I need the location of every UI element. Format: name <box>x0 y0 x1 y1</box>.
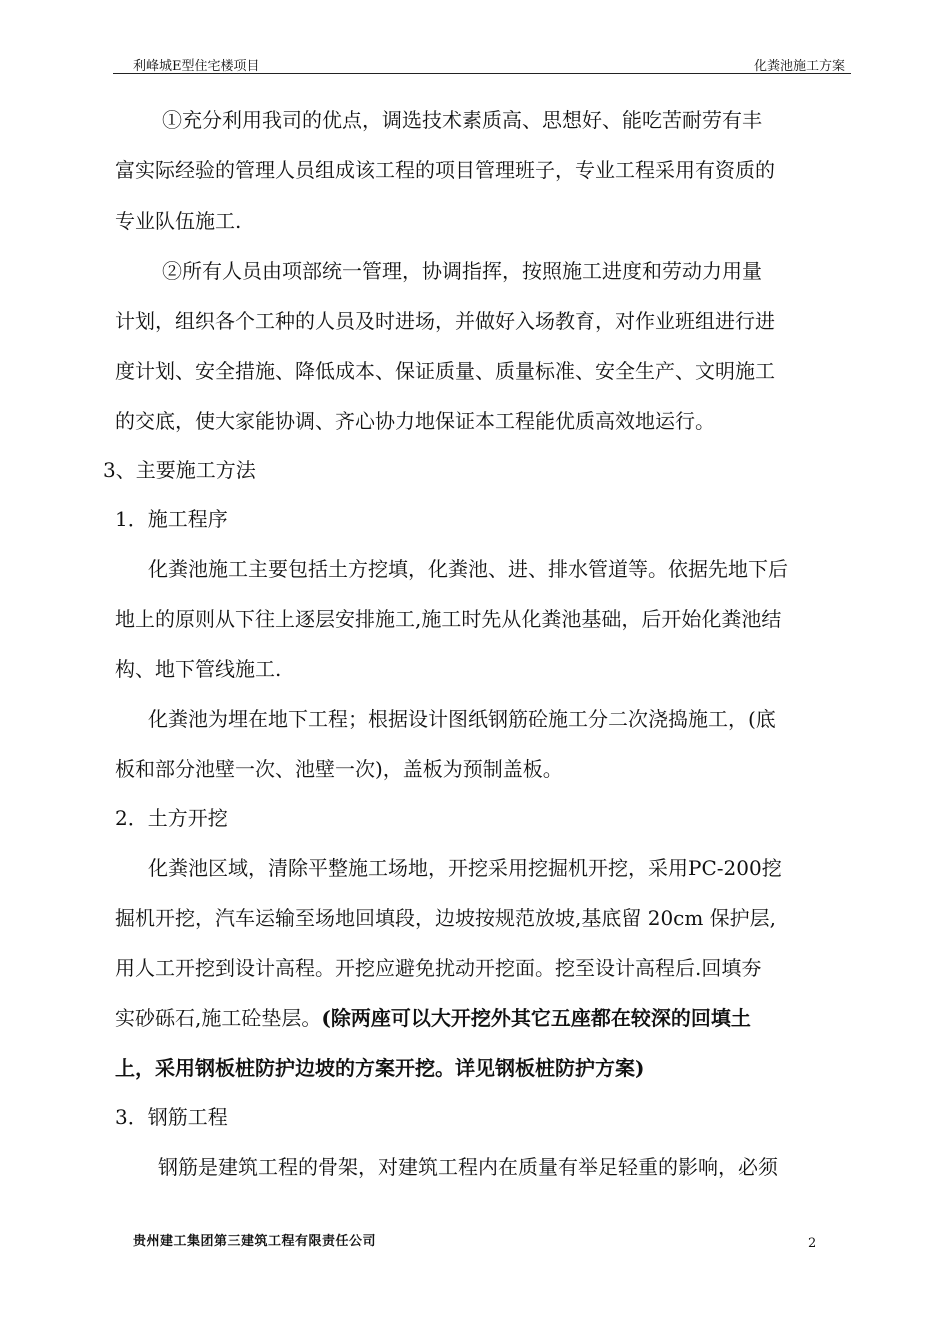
paragraph-line: 钢筋是建筑工程的骨架，对建筑工程内在质量有举足轻重的影响，必须 <box>158 1155 778 1179</box>
bold-note-line: 上，采用钢板桩防护边坡的方案开挖。详见钢板桩防护方案) <box>115 1056 645 1080</box>
subsection-heading: 3．钢筋工程 <box>115 1105 228 1129</box>
bold-note: (除两座可以大开挖外其它五座都在较深的回填土 <box>321 1006 751 1030</box>
header-project-name: 利峰城E型住宅楼项目 <box>133 59 260 74</box>
paragraph-line <box>115 1006 751 1030</box>
paragraph-line: 掘机开挖，汽车运输至场地回填段，边坡按规范放坡,基底留 20cm 保护层, <box>115 906 777 930</box>
paragraph-text: 实砂砾石,施工砼垫层。 <box>115 1006 322 1030</box>
paragraph-line: 化粪池施工主要包括土方挖填，化粪池、进、排水管道等。依据先地下后 <box>148 557 788 581</box>
paragraph-line: ①充分利用我司的优点，调选技术素质高、思想好、能吃苦耐劳有丰 <box>162 108 762 132</box>
subsection-heading: 2．土方开挖 <box>115 806 228 830</box>
paragraph-line: 专业队伍施工. <box>115 209 242 233</box>
section-heading: 3、主要施工方法 <box>103 458 256 482</box>
paragraph-line: 板和部分池壁一次、池壁一次)，盖板为预制盖板。 <box>115 757 563 781</box>
paragraph-line: 化粪池区域，清除平整施工场地，开挖采用挖掘机开挖，采用PC-200挖 <box>148 856 782 880</box>
paragraph-line: 计划，组织各个工种的人员及时进场，并做好入场教育，对作业班组进行进 <box>115 309 775 333</box>
page-number: 2 <box>808 1236 817 1251</box>
paragraph-line: 化粪池为埋在地下工程；根据设计图纸钢筋砼施工分二次浇捣施工，(底 <box>148 707 776 731</box>
paragraph-line: 用人工开挖到设计高程。开挖应避免扰动开挖面。挖至设计高程后.回填夯 <box>115 956 762 980</box>
footer-company-name: 贵州建工集团第三建筑工程有限责任公司 <box>133 1234 377 1249</box>
paragraph-line: 地上的原则从下往上逐层安排施工,施工时先从化粪池基础，后开始化粪池结 <box>115 607 782 631</box>
subsection-heading: 1．施工程序 <box>115 507 228 531</box>
paragraph-line: 构、地下管线施工. <box>115 657 282 681</box>
header-document-title: 化粪池施工方案 <box>753 59 845 74</box>
paragraph-line: ②所有人员由项部统一管理，协调指挥，按照施工进度和劳动力用量 <box>162 259 762 283</box>
paragraph-line: 度计划、安全措施、降低成本、保证质量、质量标准、安全生产、文明施工 <box>115 359 775 383</box>
page-header <box>113 53 851 74</box>
paragraph-line: 富实际经验的管理人员组成该工程的项目管理班子，专业工程采用有资质的 <box>115 158 775 182</box>
paragraph-line: 的交底，使大家能协调、齐心协力地保证本工程能优质高效地运行。 <box>115 409 715 433</box>
